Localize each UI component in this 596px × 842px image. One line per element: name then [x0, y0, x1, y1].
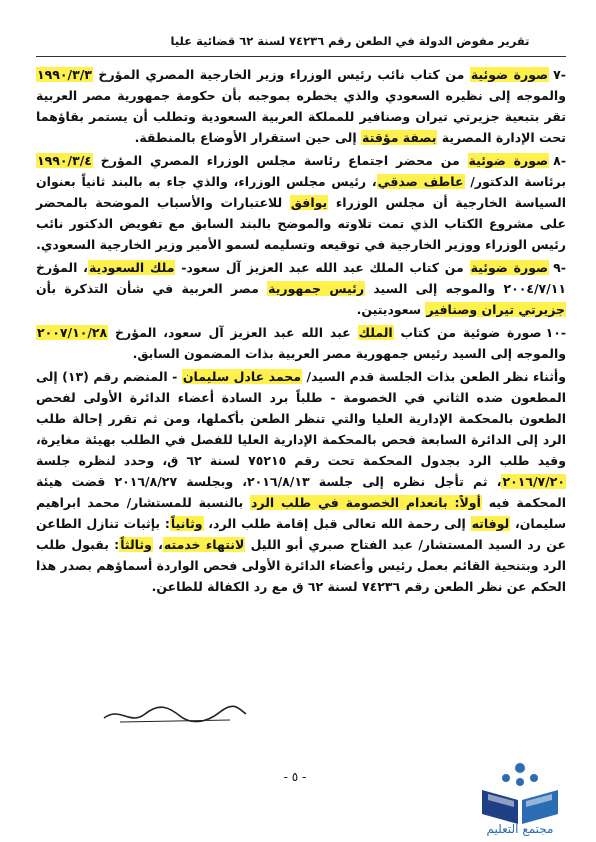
text-segment: : بإثبات تنازل الطاعن عن رد السيد المستشار/ عبد الفتاح صبري أبو الليل — [36, 516, 566, 552]
paragraph-4 — [36, 322, 566, 364]
highlighted-text: عاطف صدقي — [377, 174, 464, 189]
highlighted-text: وثانياً — [170, 516, 203, 531]
text-segment: من محضر اجتماع رئاسة مجلس الوزراء المصري المؤرخ — [92, 153, 468, 168]
highlighted-text: وثالثاً — [120, 537, 152, 552]
text-segment: مصر العربية في شأن التذكرة بأن — [36, 281, 268, 296]
paragraph-1 — [36, 64, 566, 148]
highlighted-text: ١٩٩٠/٣/٤ — [37, 153, 92, 168]
text-segment: إلى رحمة الله تعالى قبل إقامة طلب الرد، — [203, 516, 471, 531]
text-segment: سعوديتين. — [356, 302, 426, 317]
text-segment: للاعتبارات والأسباب الموضحة بالمحضر على مشروع الكتاب الذي تمت تلاوته والموضح بالبند السابق مع تفويض الدكتور نائب رئيس الوزراء ووزير الخارجية في توقيعه وتسليمه لسمو الأمير وزير الخارجية السعودي. — [36, 195, 566, 252]
highlighted-text: صورة ضوئية — [470, 67, 549, 82]
paragraph-number: -١٠ — [545, 325, 567, 340]
highlighted-text: يوافق — [290, 195, 328, 210]
highlighted-text: أولاً: بانعدام الخصومة في طلب الرد — [251, 495, 481, 510]
paragraph-number: -٧ — [553, 67, 566, 82]
highlighted-text: لانتهاء خدمته — [163, 537, 245, 552]
text-segment: عبد الله عبد العزيز آل سعود، المؤرخ — [108, 325, 358, 340]
highlighted-text: صورة ضوئية — [470, 260, 549, 275]
highlighted-text: ملك السعودية — [88, 260, 175, 275]
paragraph-3 — [36, 257, 566, 320]
highlighted-text: محمد عادل سليمان — [182, 369, 301, 384]
text-segment: إلى حين استقرار الأوضاع بالمنطقة. — [134, 130, 362, 145]
text-segment: بالنسبة للمستشار/ محمد ابراهيم سليمان، — [36, 495, 566, 531]
paragraph-5 — [36, 366, 566, 597]
logo-caption: مجتمع التعليم — [486, 822, 554, 836]
report-body — [36, 64, 566, 599]
highlighted-text: لوفاته — [471, 516, 510, 531]
highlighted-text: جزيرتي تيران وصنافير — [426, 302, 565, 317]
highlighted-text: صورة ضوئية — [468, 153, 549, 168]
text-segment: من كتاب نائب رئيس الوزراء وزير الخارجية المصري المؤرخ — [92, 67, 470, 82]
text-segment: برئاسة الدكتور/ — [464, 174, 567, 189]
page-number: - ٥ - — [283, 770, 307, 784]
highlighted-text: رئيس جمهورية — [268, 281, 365, 296]
text-segment: وأثناء نظر الطعن بذات الجلسة قدم السيد/ — [302, 369, 566, 384]
text-segment: والموجه إلى نظيره السعودي والذي يخطره بموجبه بأن حكومة جمهورية مصر العربية تقر بتبعية جزيرتي تيران وصنافير للمملكة العربية السعودية وتطلب أن يستمر بقاؤهما تحت الإدارة المصرية — [36, 88, 566, 145]
text-segment: صورة ضوئية — [462, 325, 542, 340]
paragraph-number: -٨ — [553, 153, 567, 168]
signature-scribble — [100, 700, 250, 728]
highlighted-text: بصفة مؤقتة — [362, 130, 437, 145]
report-header: تقرير مفوض الدولة في الطعن رقم ٧٤٢٣٦ لسنة ٦٢ قضائية عليا — [170, 34, 530, 48]
highlighted-text: الملك — [358, 325, 393, 340]
text-segment: ، المؤرخ ٢٠٠٤/٧/١١ والموجه إلى السيد — [36, 260, 566, 296]
text-segment: من كتاب — [393, 325, 463, 340]
highlighted-text: ١٩٩٠/٣/٣ — [37, 67, 92, 82]
header-divider — [36, 56, 566, 57]
text-segment: من كتاب الملك عبد الله عبد العزيز آل سعود- — [175, 260, 470, 275]
paragraph-number: -٩ — [553, 260, 566, 275]
text-segment: ، رئيس مجلس الوزراء، والذي جاء به بالبند ثانياً بعنوان السياسة الخارجية أن مجلس الوزراء — [36, 174, 566, 210]
paragraph-2 — [36, 150, 566, 255]
text-segment: : بقبول طلب الرد وبتنحية القائم بعمل رئيس وأعضاء الدائرة الأولى فحص الواردة أسماؤهم بصدر هذا الحكم عن نظر الطعن رقم ٧٤٢٣٦ لسنة ٦٢ ق مع رد الكفالة للطاعن. — [36, 537, 566, 594]
text-segment: ، ثم تأجل نظره إلى جلسة ٢٠١٦/٨/١٣، وبجلسة ٢٠١٦/٨/٢٧ قضت هيئة المحكمة فيه — [36, 474, 566, 510]
text-segment: - المنضم رقم (١٣) إلى المطعون ضده الثاني في الخصومة - طلباً برد السادة أعضاء الدائرة الأولى لفحص الطعون بالمحكمة الإدارية العليا والتي تنظر الطعن بأكملها، ومن ثم تقرر إحالة طلب الرد إلى الدائرة السابعة فحص بالمحكمة الإدارية العليا للفصل في الطلب بهيئة مغايرة، وقيد طلب الرد بجدول المحكمة تحت رقم ٧٥٢١٥ لسنة ٦٢ ق، وحدد لنظره جلسة — [36, 369, 566, 468]
highlighted-text: ٢٠٠٧/١٠/٢٨ — [37, 325, 108, 340]
highlighted-text: ٢٠١٦/٧/٢٠ — [502, 474, 566, 489]
text-segment: والموجه إلى السيد رئيس جمهورية مصر العربية بذات المضمون السابق. — [132, 346, 566, 361]
text-segment: ، — [152, 537, 163, 552]
